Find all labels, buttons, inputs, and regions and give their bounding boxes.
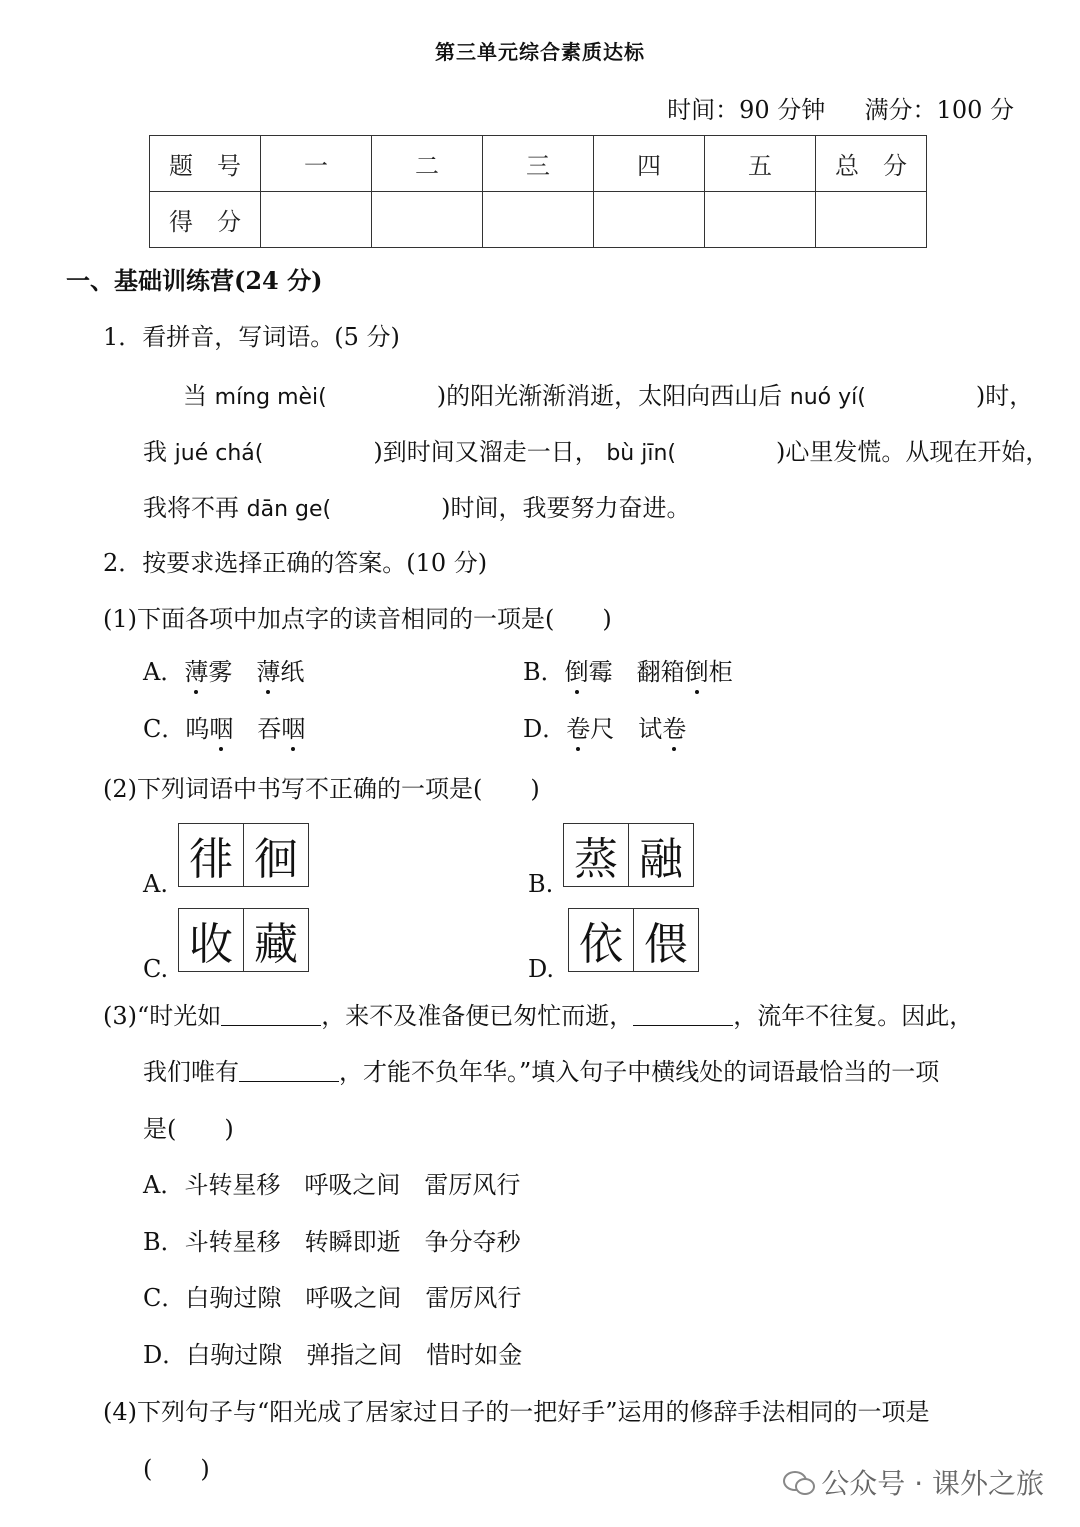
dotted-char: 卷 [566,715,591,743]
watermark-text: 公众号 · 课外之旅 [821,1467,1044,1500]
option-d[interactable]: D．白驹过隙 弹指之间 惜时如金 [143,1341,523,1369]
score-cell: 五 [705,136,816,192]
score-cell: 二 [372,136,483,192]
option-b[interactable] [523,656,733,688]
fill-blank[interactable] [633,1003,733,1026]
q2-p3-line3: 是( ) [143,1115,234,1143]
dotted-char: 薄 [256,658,281,686]
score-cell: 题 号 [150,136,261,192]
fill-blank[interactable] [239,1059,339,1082]
text: 呜 [185,715,210,743]
score-input-cell[interactable] [261,192,372,248]
text: (3)“时光如 [103,1002,222,1030]
q2-p4-stem: (4)下列句子与“阳光成了居家过日子的一把好手”运用的修辞手法相同的一项是 [103,1398,930,1426]
q2-p2-stem: (2)下列词语中书写不正确的一项是( ) [103,775,540,803]
q2-p1-stem: (1)下面各项中加点字的读音相同的一项是( ) [103,605,612,633]
text: 吞 [257,715,282,743]
q1-line2 [143,436,1049,470]
option-b-label[interactable]: B. [528,870,554,898]
page-title: 第三单元综合素质达标 [435,40,645,64]
text: 翻箱 [636,658,685,686]
time-limit: 时间：90 分钟 [667,96,826,124]
char-grid-d [568,908,699,972]
option-b[interactable]: B．斗转星移 转瞬即逝 争分夺秒 [143,1228,521,1256]
q2-stem: 2．按要求选择正确的答案。(10 分) [103,549,488,577]
q1-line3 [143,492,690,526]
dotted-char: 咽 [281,715,306,743]
option-c-label[interactable]: C. [143,955,169,983]
text: )时间，我要努力奋进。 [441,494,691,522]
char-grid-b [563,823,694,887]
score-input-cell[interactable] [816,192,927,248]
text: 雾 [208,658,233,686]
dotted-char: 咽 [209,715,234,743]
pinyin: jué chá( [174,441,264,466]
option-d-label[interactable]: D. [528,955,555,983]
wechat-icon [783,1469,813,1495]
text: 尺 [590,715,615,743]
dotted-char: 倒 [564,658,589,686]
option-a[interactable] [143,656,304,688]
text: )的阳光渐渐消逝，太阳向西山后 [436,382,783,410]
pinyin: bù jīn( [606,441,676,466]
fill-blank[interactable] [221,1003,321,1026]
q2-p3-line2 [143,1056,939,1088]
q2-p3-line1 [103,1000,973,1032]
score-cell: 总 分 [816,136,927,192]
text: )到时间又溜走一日， [373,438,599,466]
text: ，才能不负年华。”填入句子中横线处的词语最恰当的一项 [339,1058,940,1086]
q1-line1 [183,380,1033,414]
score-cell: 四 [594,136,705,192]
text: 我 [143,438,167,466]
grid-char: 融 [628,824,693,886]
q1-stem: 1．看拼音，写词语。(5 分) [103,323,400,351]
char-grid-c [178,908,309,972]
text: 纸 [280,658,305,686]
answer-paren[interactable]: ( ) [143,1455,210,1483]
dotted-char: 卷 [662,715,687,743]
text: 我将不再 [143,494,239,522]
option-label: D． [523,715,567,743]
pinyin: nuó yí( [789,385,866,410]
text: ，流年不往复。因此， [733,1002,974,1030]
text: 我们唯有 [143,1058,239,1086]
text: 试 [638,715,663,743]
grid-char: 偎 [633,909,698,971]
grid-char: 徊 [243,824,308,886]
score-table-header-row [150,136,927,192]
score-input-cell[interactable] [705,192,816,248]
text: )心里发慌。从现在开始， [776,438,1050,466]
option-c[interactable] [143,713,305,745]
dotted-char: 倒 [684,658,709,686]
score-table [149,135,927,248]
option-label: B． [523,658,565,686]
option-label: C． [143,715,186,743]
score-cell: 一 [261,136,372,192]
text: 霉 [588,658,613,686]
score-cell: 得 分 [150,192,261,248]
dotted-char: 薄 [184,658,209,686]
grid-char: 藏 [243,909,308,971]
pinyin: dān ge( [246,497,332,522]
grid-char: 依 [579,919,623,970]
section-heading: 一、基础训练营(24 分) [66,266,323,295]
text: ，来不及准备便已匆忙而逝， [321,1002,634,1030]
score-cell: 三 [483,136,594,192]
text: 柜 [708,658,733,686]
grid-char: 蒸 [574,834,618,885]
watermark [783,1462,1044,1502]
option-a-label[interactable]: A. [143,870,168,898]
option-d[interactable] [523,713,686,745]
score-table-score-row [150,192,927,248]
option-label: A． [143,658,185,686]
full-score: 满分：100 分 [864,96,1014,124]
text: 当 [183,382,207,410]
exam-meta [667,90,1014,125]
option-c[interactable]: C．白驹过隙 呼吸之间 雷厉风行 [143,1284,522,1312]
grid-char: 徘 [189,834,233,885]
text: )时， [975,382,1034,410]
option-a[interactable]: A．斗转星移 呼吸之间 雷厉风行 [143,1171,521,1199]
char-grid-a [178,823,309,887]
pinyin: míng mèi( [214,385,327,410]
score-input-cell[interactable] [372,192,483,248]
score-input-cell[interactable] [594,192,705,248]
score-input-cell[interactable] [483,192,594,248]
grid-char: 收 [189,919,233,970]
